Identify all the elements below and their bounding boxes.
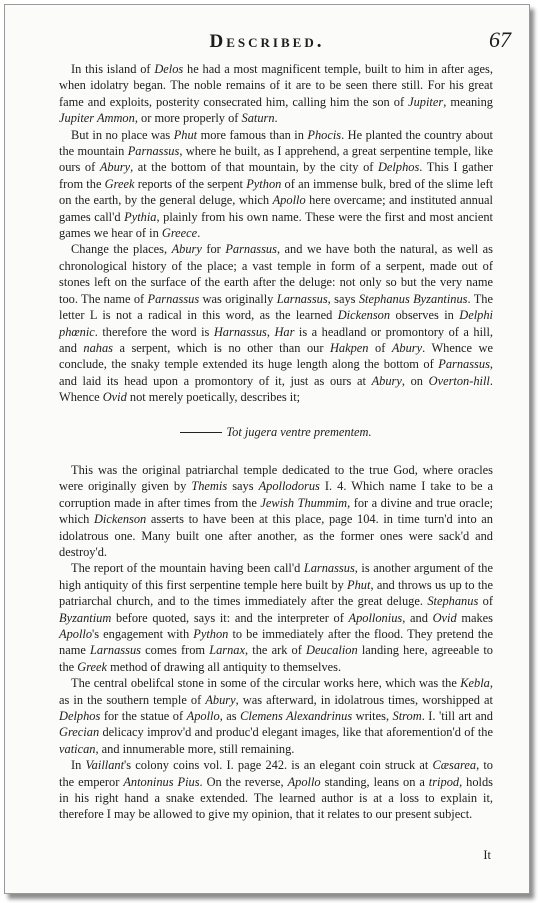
paragraph-5 bbox=[59, 560, 493, 675]
text-run: , and laid its head upon a promontory of it, just as ours at bbox=[59, 357, 493, 388]
text-run: . He planted the country about the mountain bbox=[59, 127, 493, 159]
italic-run: Parnassus bbox=[147, 291, 200, 306]
text-run: , was afterward, in idolatrous times, worshipped at bbox=[235, 692, 493, 707]
italic-run: Parnassus bbox=[127, 144, 180, 159]
text-run: . This I gather from the bbox=[59, 160, 494, 191]
block-quotation bbox=[59, 424, 493, 440]
italic-run: Abury bbox=[171, 242, 202, 257]
text-run: 's engagement with bbox=[92, 627, 194, 641]
text-run: , and bbox=[402, 610, 433, 625]
italic-run: Greek bbox=[104, 176, 135, 191]
italic-run: Byzantium bbox=[59, 610, 112, 625]
text-run: , the ark of bbox=[245, 643, 307, 658]
text-run: , and innumerable more, still remaining. bbox=[95, 741, 295, 756]
text-run: , and we have both the natural, as well as chronological history of the place; a vast temple in form of a serpent, made out of stones left on the surface of the earth after the deluge: not only so but the very name too. The name of bbox=[59, 242, 493, 306]
italic-run: Apollo bbox=[287, 774, 321, 789]
italic-run: Apollo bbox=[186, 709, 220, 724]
text-run: . On the reverse, bbox=[199, 774, 288, 789]
paragraph-1 bbox=[59, 61, 493, 127]
text-run: not merely poetically, describes it; bbox=[126, 390, 301, 405]
text-run: makes bbox=[456, 610, 494, 625]
italic-run: Delphos bbox=[59, 709, 101, 724]
text-run: he had a most magnificent temple, built to him in after ages, when idolatry began. The noble remains of it are to be seen there still. For his great fame and exploits, posterity consecrated him, calling him the son of bbox=[59, 62, 493, 109]
text-run: . bbox=[274, 111, 278, 126]
italic-run: Har bbox=[274, 324, 295, 339]
text-run: reports of the serpent bbox=[134, 176, 247, 191]
italic-run: Larnassus bbox=[303, 561, 355, 576]
text-run: for bbox=[201, 242, 226, 257]
italic-run: Parnassus bbox=[225, 242, 277, 257]
text-run: , or more properly of bbox=[134, 111, 242, 126]
italic-run: Pythia bbox=[124, 209, 157, 224]
paragraph-3 bbox=[59, 241, 493, 405]
text-run: , holds in his right hand a snake extended. The learned author is at a loss to explain it, therefore I may be allowed to give my opinion, that it relates to our present subject. bbox=[59, 774, 493, 822]
italic-run: Abury bbox=[205, 692, 236, 707]
text-run: I. 4. Which name I take to be a corruption made in after times from the bbox=[59, 479, 493, 510]
text-run: is a headland or promontory of a hill, and bbox=[59, 324, 493, 355]
italic-run: Jupiter Ammon bbox=[59, 111, 135, 126]
italic-run: Greek bbox=[77, 659, 108, 674]
paragraph-4 bbox=[59, 462, 493, 560]
italic-run: Larnax bbox=[209, 643, 246, 658]
italic-run: Abury bbox=[391, 340, 423, 355]
italic-run: Stephanus Byzantinus bbox=[358, 291, 468, 306]
italic-run: Grecian bbox=[59, 725, 100, 740]
text-run: here overcame; and instituted annual games call'd bbox=[59, 193, 493, 224]
text-run: , plainly from his own name. These were the first and most ancient games we hear of in bbox=[59, 209, 493, 241]
italic-run: Larnassus bbox=[276, 291, 328, 306]
italic-run: Greece bbox=[161, 226, 198, 241]
italic-run: nahas bbox=[83, 340, 113, 355]
italic-run: tripod bbox=[428, 774, 460, 789]
italic-run: Phut bbox=[347, 577, 371, 592]
italic-run: Vaillant bbox=[85, 758, 125, 773]
italic-run: Abury bbox=[99, 160, 131, 175]
quotation-text: Tot jugera ventre prementem. bbox=[226, 424, 372, 439]
italic-run: Dickenson bbox=[93, 512, 147, 527]
text-run: was originally bbox=[199, 291, 277, 306]
text-run: , at the bottom of that mountain, by the city of bbox=[130, 160, 378, 175]
text-run: observes in bbox=[390, 308, 460, 323]
text-run: , to the emperor bbox=[59, 758, 493, 789]
body-text bbox=[59, 61, 493, 823]
text-run: before quoted, says it: and the interpreter of bbox=[111, 610, 349, 625]
paragraph-6 bbox=[59, 675, 493, 757]
text-run: asserts to have been at this place, page 104. in time turn'd into an idolatrous one. Many built one after another, as the former ones were sack'd and destroy'd. bbox=[59, 512, 493, 559]
page-header bbox=[5, 27, 529, 61]
book-page bbox=[4, 4, 530, 894]
text-run: of an immense bulk, bred of the slime left on the earth, by the general deluge, which bbox=[59, 176, 494, 208]
paragraph-7 bbox=[59, 757, 493, 823]
italic-run: Apollonius bbox=[348, 610, 403, 625]
page-number: 67 bbox=[489, 27, 511, 52]
italic-run: Antoninus Pius bbox=[123, 774, 200, 789]
text-run: . The letter L is not a radical in this word, as the learned bbox=[59, 291, 493, 323]
italic-run: Jupiter bbox=[408, 94, 444, 109]
text-run: delicacy improv'd and produc'd elegant images, like that aforemention'd of the bbox=[99, 725, 493, 740]
text-run: , and throws us up to the patriarchal church, and to the times immediately after the great deluge. bbox=[59, 577, 493, 609]
text-run: for the statue of bbox=[100, 709, 187, 724]
italic-run: Phut bbox=[173, 127, 198, 142]
text-run: writes, bbox=[352, 709, 393, 724]
italic-run: Hakpen bbox=[329, 340, 369, 355]
italic-run: Clemens Alexandrinus bbox=[240, 709, 353, 724]
text-run: The report of the mountain having been call'd bbox=[71, 561, 304, 576]
italic-run: Larnassus bbox=[90, 643, 141, 658]
italic-run: Dickenson bbox=[337, 308, 391, 323]
text-run: standing, leans on a bbox=[320, 774, 429, 789]
text-run: , where he built, as I apprehend, a great serpentine temple, like ours of bbox=[59, 144, 493, 175]
text-run: This was the original patriarchal temple dedicated to the true God, where oracles were originally given by bbox=[59, 462, 493, 494]
text-run: of bbox=[478, 594, 493, 609]
italic-run: Harnassus bbox=[213, 324, 267, 339]
text-run: more famous than in bbox=[197, 127, 308, 142]
text-run: , meaning bbox=[443, 94, 493, 109]
italic-run: Delos bbox=[154, 62, 184, 76]
text-run: , on bbox=[401, 373, 429, 388]
text-run: to be immediately after the flood. They pretend the name bbox=[59, 627, 493, 658]
italic-run: Cæsarea bbox=[432, 758, 477, 773]
text-run: In this island of bbox=[71, 62, 155, 76]
text-run: of bbox=[368, 340, 392, 355]
text-run: The central obelifcal stone in some of the circular works here, which was the bbox=[71, 676, 461, 691]
italic-run: Kebla bbox=[460, 676, 490, 691]
italic-run: Overton-hill bbox=[428, 373, 490, 388]
italic-run: Abury bbox=[371, 373, 402, 388]
text-run: Change the places, bbox=[71, 242, 172, 257]
italic-run: Python bbox=[193, 627, 229, 641]
running-head: Described. bbox=[209, 31, 325, 52]
text-run: method of drawing all antiquity to themselves. bbox=[107, 659, 342, 674]
text-run: , says bbox=[327, 291, 359, 306]
italic-run: Delphos bbox=[377, 160, 420, 175]
italic-run: Delphi phœnic bbox=[59, 308, 493, 339]
text-run: In bbox=[71, 758, 86, 773]
italic-run: Apollo bbox=[272, 193, 306, 208]
quotation-dash bbox=[180, 432, 222, 433]
text-run: comes from bbox=[140, 643, 210, 658]
text-run: 's colony coins vol. I. page 242. is an elegant coin struck at bbox=[124, 758, 433, 773]
text-run: landing here, agreeable to the bbox=[59, 643, 493, 674]
italic-run: Strom bbox=[392, 709, 422, 724]
italic-run: Saturn bbox=[241, 111, 275, 126]
text-run: , as bbox=[219, 709, 241, 724]
italic-run: Ovid bbox=[102, 390, 127, 405]
italic-run: Stephanus bbox=[427, 594, 479, 609]
italic-run: Python bbox=[246, 176, 282, 191]
italic-run: Phocis bbox=[307, 127, 342, 142]
paragraph-2 bbox=[59, 127, 493, 242]
italic-run: Ovid bbox=[432, 610, 457, 625]
text-run: , is another argument of the high antiquity of this first serpentine temple here built by bbox=[59, 561, 493, 592]
italic-run: Jewish Thummim bbox=[260, 495, 348, 510]
text-run: . Whence we conclude, the snaky temple extended its huge length along the bottom of bbox=[59, 340, 493, 372]
italic-run: Deucalion bbox=[306, 643, 358, 658]
text-run: a serpent, which is no other than our bbox=[112, 340, 330, 355]
catchword: It bbox=[483, 848, 491, 862]
text-run: . therefore the word is bbox=[94, 324, 214, 339]
italic-run: Apollodorus bbox=[258, 479, 320, 494]
text-run: , for a divine and true oracle; which bbox=[59, 495, 494, 527]
text-run: , as in the southern temple of bbox=[59, 676, 493, 707]
text-run: says bbox=[227, 479, 259, 494]
italic-run: Parnassus bbox=[438, 357, 490, 372]
text-run: . I. 'till art and bbox=[421, 709, 493, 724]
text-run: . Whence bbox=[59, 373, 493, 405]
text-run: . bbox=[197, 226, 201, 241]
text-run: , bbox=[266, 324, 275, 339]
text-run: But in no place was bbox=[71, 127, 174, 142]
italic-run: Themis bbox=[191, 479, 228, 494]
italic-run: vatican bbox=[59, 741, 96, 756]
italic-run: Apollo bbox=[59, 627, 93, 641]
